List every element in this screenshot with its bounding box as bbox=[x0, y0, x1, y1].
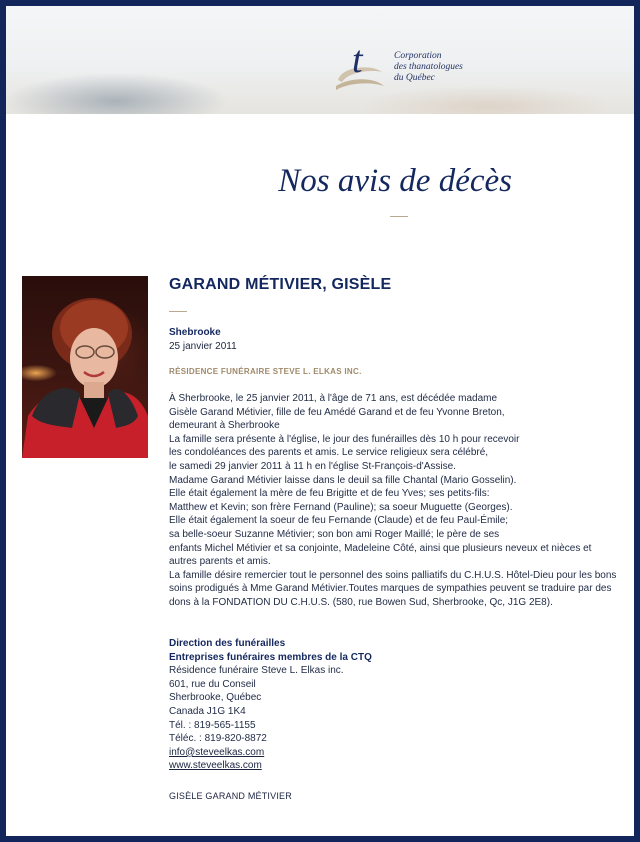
page-title: Nos avis de décès bbox=[278, 163, 512, 199]
contact-phone: Tél. : 819-565-1155 bbox=[169, 719, 256, 731]
contact-fax: Téléc. : 819-820-8872 bbox=[169, 733, 267, 745]
ctq-logo-icon[interactable] bbox=[332, 36, 388, 96]
title-divider bbox=[390, 216, 408, 217]
contact-subheading: Entreprises funéraires membres de la CTQ bbox=[169, 651, 372, 663]
contact-company: Résidence funéraire Steve L. Elkas inc. bbox=[169, 665, 344, 677]
footer-deceased-name: GISÈLE GARAND MÉTIVIER bbox=[169, 791, 292, 801]
portrait-image bbox=[22, 276, 148, 458]
obituary-line: À Sherbrooke, le 25 janvier 2011, à l'âge de 71 ans, est décédée madame bbox=[169, 393, 498, 404]
logo-line-1: Corporation bbox=[394, 51, 442, 61]
obituary-line: La famille sera présente à l'église, le jour des funérailles dès 10 h pour recevoir bbox=[169, 433, 520, 445]
contact-postal: Canada J1G 1K4 bbox=[169, 705, 246, 717]
contact-website-link[interactable]: www.steveelkas.com bbox=[169, 760, 262, 772]
obituary-line: les condoléances des parents et amis. Le service religieux sera célébré, bbox=[169, 447, 489, 459]
obituary-line: sa belle-soeur Suzanne Métivier; son bon ami Roger Maillé; le père de ses bbox=[169, 528, 500, 540]
obituary-line: Madame Garand Métivier laisse dans le deuil sa fille Chantal (Mario Gosselin). bbox=[169, 474, 517, 486]
obituary-line: le samedi 29 janvier 2011 à 11 h en l'église St-François-d'Assise. bbox=[169, 460, 456, 472]
logo-line-3: du Québec bbox=[394, 73, 435, 83]
contact-heading: Direction des funérailles bbox=[169, 638, 286, 649]
obituary-line: Matthew et Kevin; son frère Fernand (Pauline); sa soeur Muguette (Georges). bbox=[169, 501, 513, 513]
contact-city: Sherbrooke, Québec bbox=[169, 692, 262, 704]
obituary-line: Gisèle Garand Métivier, fille de feu Amédé Garand et de feu Yvonne Breton, bbox=[169, 406, 505, 418]
obituary-line: autres parents et amis. bbox=[169, 556, 271, 568]
obituary-line: demeurant à Sherbrooke bbox=[169, 420, 280, 432]
funeral-contact-block bbox=[169, 637, 609, 773]
contact-email-link[interactable]: info@steveelkas.com bbox=[169, 746, 265, 758]
logo-wordmark bbox=[394, 51, 463, 84]
notice-date: 25 janvier 2011 bbox=[169, 341, 237, 352]
obituary-line: soins prodigués à Mme Garand Métivier.Toutes marques de sympathies peuvent se traduire par des bbox=[169, 583, 612, 595]
obituary-line: enfants Michel Métivier et sa conjointe, Madeleine Côté, ainsi que plusieurs neveux et nièces et bbox=[169, 542, 592, 554]
logo-letter: t bbox=[352, 39, 363, 81]
obituary-line: La famille désire remercier tout le personnel des soins palliatifs du C.H.U.S. Hôtel-Dieu pour les bons bbox=[169, 569, 617, 581]
name-divider bbox=[169, 311, 187, 312]
deceased-name: GARAND MÉTIVIER, GISÈLE bbox=[169, 276, 392, 293]
notice-city: Shebrooke bbox=[169, 327, 221, 338]
obituary-line: Elle était également la soeur de feu Fernande (Claude) et de feu Paul-Émile; bbox=[169, 515, 509, 527]
logo-line-2: des thanatologues bbox=[394, 62, 463, 72]
header-banner bbox=[6, 6, 634, 114]
obituary-text bbox=[169, 392, 617, 610]
obituary-line: Elle était également la mère de feu Brigitte et de feu Yves; ses petits-fils: bbox=[169, 488, 490, 500]
contact-street: 601, rue du Conseil bbox=[169, 678, 256, 690]
obituary-line: dons à la FONDATION DU C.H.U.S. (580, rue Bowen Sud, Sherbrooke, Qc, J1G 2E8). bbox=[169, 596, 553, 608]
funeral-home-label: RÉSIDENCE FUNÉRAIRE STEVE L. ELKAS INC. bbox=[169, 367, 362, 376]
deceased-photo bbox=[22, 276, 148, 458]
